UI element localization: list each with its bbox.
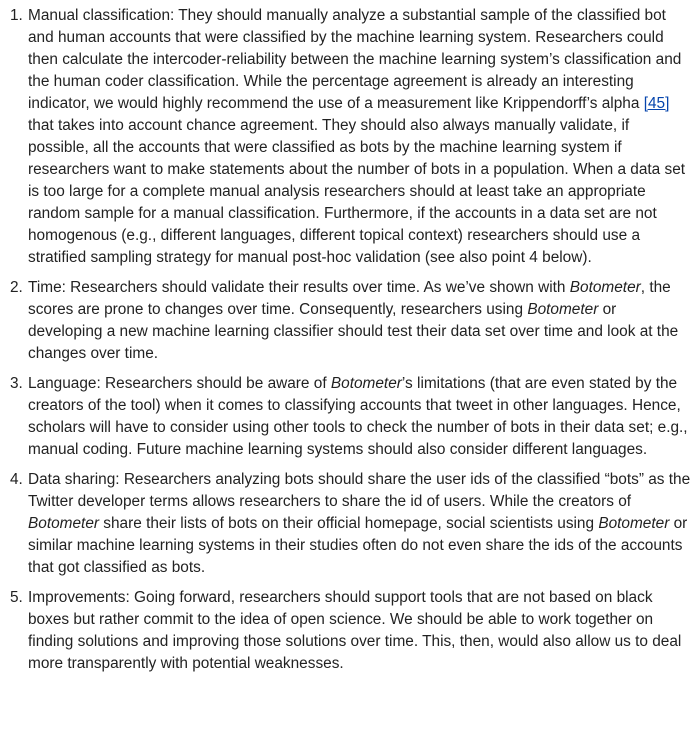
list-item-number: 5. [10,589,23,606]
paragraph-text: Data sharing: Researchers analyzing bots should share the user ids of the classified “bots” as the Twitter developer terms allows researchers to share the id of users. While the creators of [28,471,691,510]
emphasis-botometer: Botometer [569,279,641,296]
emphasis-botometer: Botometer [28,515,100,532]
paragraph-text: or developing a new machine learning classifier should test their data set over time and look at the changes over time. [28,301,679,362]
list-item-number: 4. [10,471,23,488]
emphasis-botometer: Botometer [527,301,599,318]
paragraph-text: or similar machine learning systems in their studies often do not even share the ids of the accounts that got classified as bots. [28,515,688,576]
list-item-manual-classification [8,5,694,269]
paragraph-text: Language: Researchers should be aware of [28,375,331,392]
paragraph-text: Manual classification: They should manually analyze a substantial sample of the classified bot and human accounts that were classified by the machine learning system. Researchers could then calculate the intercoder-reliability between the machine learning system’s classification and the human coder classification. While the percentage agreement is already an interesting indicator, we would highly recommend the use of a measurement like Krippendorff’s alpha [28,7,682,112]
list-item-number: 1. [10,7,23,24]
paragraph-text: share their lists of bots on their official homepage, social scientists using [99,515,599,532]
list-item-number: 2. [10,279,23,296]
citation-link-45[interactable]: [45] [643,95,670,112]
list-item-language [8,373,694,461]
list-item-number: 3. [10,375,23,392]
emphasis-botometer: Botometer [330,375,402,392]
emphasis-botometer: Botometer [598,515,670,532]
recommendations-list [8,5,694,675]
paragraph-text: ’s limitations (that are even stated by the creators of the tool) when it comes to classifying accounts that tweet in other languages. Hence, scholars will have to consider using other tools to check the number of bots in their data set; e.g., manual coding. Future machine learning systems should also consider different languages. [28,375,688,458]
paragraph-text: Improvements: Going forward, researchers should support tools that are not based on black boxes but rather commit to the idea of open science. We should be able to work together on finding solutions and improving those solutions over time. This, then, would also allow us to deal more transparently with potential weaknesses. [28,589,682,672]
paragraph-text: that takes into account chance agreement. They should also always manually validate, if possible, all the accounts that were classified as bots by the machine learning system if researchers want to make statements about the number of bots in a population. When a data set is too large for a complete manual analysis researchers should at least take an appropriate random sample for a manual classification. Furthermore, if the accounts in a data set are not homogenous (e.g., different languages, different topical context) researchers should use a stratified sampling strategy for manual post-hoc validation (see also point 4 below). [28,117,686,266]
paragraph-text: , the scores are prone to changes over time. Consequently, researchers using [28,279,671,318]
list-item-time [8,277,694,365]
paragraph-text: Time: Researchers should validate their results over time. As we’ve shown with [28,279,570,296]
list-item-data-sharing [8,469,694,579]
list-item-improvements [8,587,694,675]
